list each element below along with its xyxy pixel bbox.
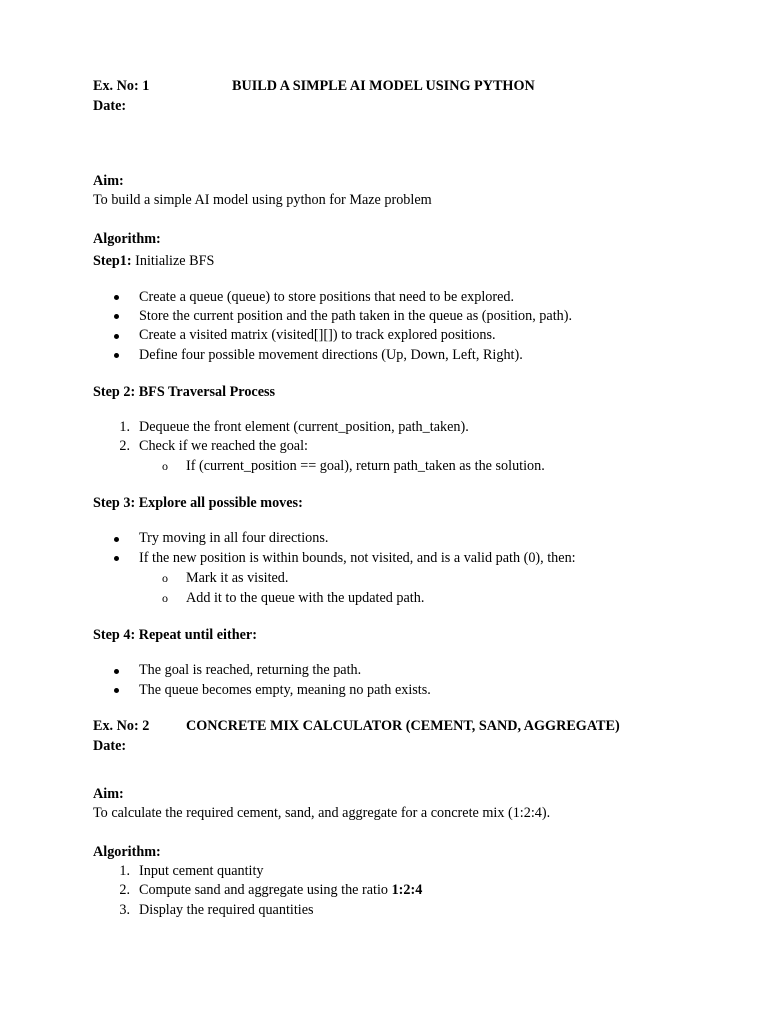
ex1-step2-subitem: If (current_position == goal), return path_taken as the solution. — [186, 458, 545, 474]
bullet-icon — [114, 537, 119, 542]
ex2-algorithm-item: Display the required quantities — [139, 902, 314, 918]
ex1-aim-heading: Aim: — [93, 173, 124, 189]
ex1-step3-bullet: If the new position is within bounds, not visited, and is a valid path (0), then: — [139, 550, 576, 566]
list-number: 2. — [119, 882, 130, 898]
ex1-aim-text: To build a simple AI model using python for Maze problem — [93, 192, 432, 208]
ex1-step1-bullet: Create a queue (queue) to store positions that need to be explored. — [139, 289, 515, 305]
ex1-step3-subitem: Mark it as visited. — [186, 570, 289, 586]
ex2-algorithm-item: Input cement quantity — [139, 863, 264, 879]
ex1-step2-item: Check if we reached the goal: — [139, 438, 308, 454]
list-number: 2. — [119, 438, 130, 454]
ex1-step1-text: Initialize BFS — [135, 253, 215, 269]
ex1-step2-item: Dequeue the front element (current_position, path_taken). — [139, 419, 469, 435]
ex1-step4-bullet: The goal is reached, returning the path. — [139, 662, 362, 678]
ex2-title: CONCRETE MIX CALCULATOR (CEMENT, SAND, AGGREGATE) — [186, 718, 620, 734]
ex2-algorithm-heading: Algorithm: — [93, 844, 161, 860]
ex1-step1-bullet: Define four possible movement directions (Up, Down, Left, Right). — [139, 347, 523, 363]
ex2-aim-text: To calculate the required cement, sand, and aggregate for a concrete mix (1:2:4). — [93, 805, 551, 821]
ex1-step3-bullet: Try moving in all four directions. — [139, 530, 329, 546]
sub-bullet-icon: o — [162, 571, 168, 585]
ex2-item2-text: Compute sand and aggregate using the ratio — [139, 882, 392, 898]
bullet-icon — [114, 353, 119, 358]
ex1-date-label: Date: — [93, 98, 127, 114]
ex1-step2-heading: Step 2: BFS Traversal Process — [93, 384, 276, 400]
ex1-number: Ex. No: 1 — [93, 78, 150, 94]
bullet-icon — [114, 314, 119, 319]
ex2-ratio: 1:2:4 — [391, 882, 423, 898]
bullet-icon — [114, 556, 119, 561]
list-number: 3. — [119, 902, 130, 918]
ex1-step1-line — [93, 252, 214, 270]
bullet-icon — [114, 688, 119, 693]
ex1-step3-subitem: Add it to the queue with the updated path. — [186, 590, 425, 606]
sub-bullet-icon: o — [162, 459, 168, 473]
ex1-step1-label: Step1: — [93, 253, 132, 269]
ex1-title: BUILD A SIMPLE AI MODEL USING PYTHON — [232, 78, 535, 94]
ex1-step4-heading: Step 4: Repeat until either: — [93, 627, 257, 643]
bullet-icon — [114, 669, 119, 674]
ex1-step4-bullet: The queue becomes empty, meaning no path exists. — [139, 682, 431, 698]
sub-bullet-icon: o — [162, 591, 168, 605]
ex1-algorithm-heading: Algorithm: — [93, 231, 161, 247]
list-number: 1. — [119, 419, 130, 435]
ex2-number: Ex. No: 2 — [93, 718, 150, 734]
ex1-step3-heading: Step 3: Explore all possible moves: — [93, 495, 303, 511]
bullet-icon — [114, 295, 119, 300]
ex1-step1-bullet: Create a visited matrix (visited[][]) to track explored positions. — [139, 327, 496, 343]
list-number: 1. — [119, 863, 130, 879]
ex1-step1-bullet: Store the current position and the path taken in the queue as (position, path). — [139, 308, 573, 324]
ex2-algorithm-item — [139, 881, 422, 899]
ex2-aim-heading: Aim: — [93, 786, 124, 802]
ex2-date-label: Date: — [93, 738, 127, 754]
bullet-icon — [114, 334, 119, 339]
